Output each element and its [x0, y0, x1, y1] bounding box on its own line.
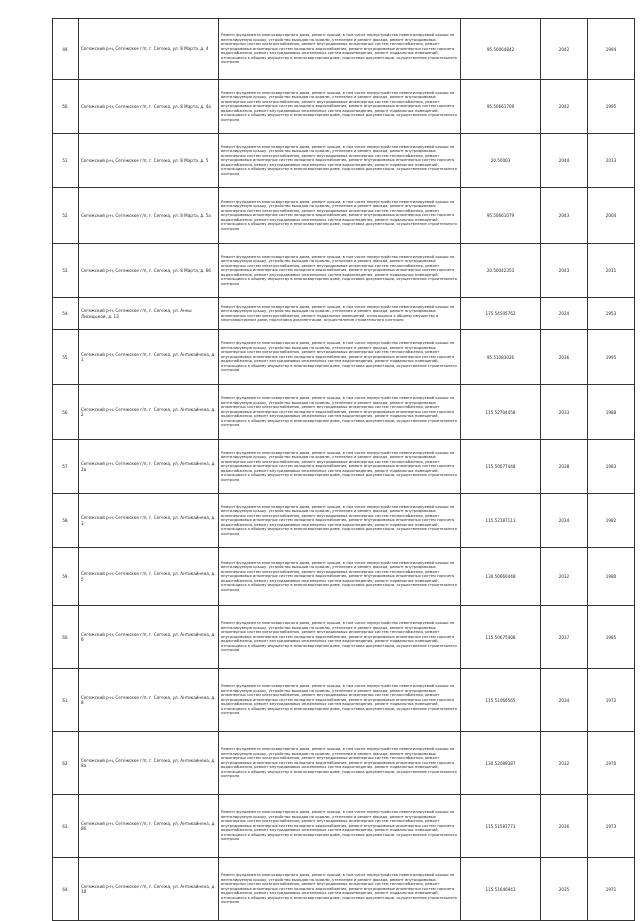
row-works: Ремонт фундамента многоквартирного дома, ремонт крыши, в том числе переустройство невентилируемой крыши на вентилируемую крышу, устройство выходов на кровлю, утепление и ремонт фасада, ремонт внутридомовых инженерных систем электроснабжения, ремонт внутридомовых инженерных систем теплоснабжения, ремонт внутридомовых инженерных систем холодного водоснабжения, ремонт внутридомовых инженерных систем горячего водоснабжения, ремонт внутридомовых инженерных систем водоотведения, ремонт подвальных помещений, относящихся к общему имуществу в многоквартирном доме, подготовка документации, осуществление строительного контроля — [219, 669, 461, 732]
table-row — [53, 494, 635, 548]
row-cost: 95.50661769 — [461, 80, 541, 134]
row-address: Сегежский р-н, Сегежское г/п, г. Сегежа, ул. Антикайнена, д. 10 — [79, 858, 219, 921]
row-cost: 115.52187111 — [461, 494, 541, 548]
row-year-built: 1995 — [588, 80, 635, 134]
row-year-built: 1982 — [588, 494, 635, 548]
row-address: Сегежский р-н, Сегежское г/п, г. Сегежа, ул. Антикайнена, д. 3 — [79, 494, 219, 548]
row-year-plan: 2034 — [541, 494, 588, 548]
row-cost: 95.50064842 — [461, 19, 541, 80]
row-address: Сегежский р-н, Сегежское г/п, г. Сегежа, ул. Антикайнена, д. 5 — [79, 548, 219, 606]
table-row — [53, 330, 635, 385]
row-year-built: 1970 — [588, 732, 635, 795]
row-address: Сегежский р-н, Сегежское г/п, г. Сегежа, ул. Антикайнена, д. 2а — [79, 440, 219, 494]
row-address: Сегежский р-н, Сегежское г/п, г. Сегежа, ул. 8 Марта, д. 6б — [79, 244, 219, 298]
row-year-plan: 2035 — [541, 858, 588, 921]
row-number: 62. — [53, 732, 79, 795]
row-cost: 115.51587771 — [461, 795, 541, 858]
row-address: Сегежский р-н, Сегежское г/п, г. Сегежа, ул. 8 Марта, д. 5 — [79, 134, 219, 188]
row-year-built: 2004 — [588, 188, 635, 244]
row-address: Сегежский р-н, Сегежское г/п, г. Сегежа, ул. Анны Лисицыной, д. 13 — [79, 298, 219, 330]
row-address: Сегежский р-н, Сегежское г/п, г. Сегежа, ул. Антикайнена, д. 8б — [79, 795, 219, 858]
table-row — [53, 134, 635, 188]
row-cost: 115.50077448 — [461, 440, 541, 494]
row-works: Ремонт фундамента многоквартирного дома, ремонт крыши, в том числе переустройство невентилируемой крыши на вентилируемую крышу, устройство выходов на кровлю, утепление и ремонт фасада, ремонт внутридомовых инженерных систем электроснабжения, ремонт внутридомовых инженерных систем теплоснабжения, ремонт внутридомовых инженерных систем холодного водоснабжения, ремонт внутридомовых инженерных систем горячего водоснабжения, ремонт внутридомовых инженерных систем водоотведения, ремонт подвальных помещений, относящихся к общему имуществу в многоквартирном доме, подготовка документации, осуществление строительного контроля — [219, 440, 461, 494]
row-year-built: 1983 — [588, 440, 635, 494]
table-row — [53, 669, 635, 732]
row-works: Ремонт фундамента многоквартирного дома, ремонт крыши, в том числе переустройство невентилируемой крыши на вентилируемую крышу, устройство выходов на кровлю, утепление и ремонт фасада, ремонт внутридомовых инженерных систем электроснабжения, ремонт внутридомовых инженерных систем теплоснабжения, ремонт внутридомовых инженерных систем холодного водоснабжения, ремонт внутридомовых инженерных систем горячего водоснабжения, ремонт внутридомовых инженерных систем водоотведения, ремонт подвальных помещений, относящихся к общему имуществу в многоквартирном доме, подготовка документации, осуществление строительного контроля — [219, 330, 461, 385]
row-works: Ремонт фундамента многоквартирного дома, ремонт крыши, в том числе переустройство невентилируемой крыши на вентилируемую крышу, устройство выходов на кровлю, утепление и ремонт фасада, ремонт внутридомовых инженерных систем электроснабжения, ремонт внутридомовых инженерных систем теплоснабжения, ремонт внутридомовых инженерных систем холодного водоснабжения, ремонт внутридомовых инженерных систем горячего водоснабжения, ремонт внутридомовых инженерных систем водоотведения, ремонт подвальных помещений, относящихся к общему имуществу в многоквартирном доме, подготовка документации, осуществление строительного контроля — [219, 134, 461, 188]
row-year-plan: 2032 — [541, 732, 588, 795]
table-row — [53, 606, 635, 669]
row-address: Сегежский р-н, Сегежское г/п, г. Сегежа, ул. Антикайнена, д. 1 — [79, 330, 219, 385]
register-table-body — [53, 19, 635, 921]
row-year-plan: 2042 — [541, 80, 588, 134]
row-number: 61. — [53, 669, 79, 732]
row-works: Ремонт фундамента многоквартирного дома, ремонт крыши, в том числе переустройство невентилируемой крыши на вентилируемую крышу, устройство выходов на кровлю, утепление и ремонт фасада, ремонт внутридомовых инженерных систем электроснабжения, ремонт внутридомовых инженерных систем теплоснабжения, ремонт внутридомовых инженерных систем холодного водоснабжения, ремонт внутридомовых инженерных систем горячего водоснабжения, ремонт внутридомовых инженерных систем водоотведения, ремонт подвальных помещений, относящихся к общему имуществу в многоквартирном доме, подготовка документации, осуществление строительного контроля — [219, 385, 461, 440]
row-year-built: 1988 — [588, 385, 635, 440]
row-cost: 130.50660448 — [461, 548, 541, 606]
row-cost: 115.51066565 — [461, 669, 541, 732]
row-year-built: 1994 — [588, 19, 635, 80]
row-cost: 115.52704458 — [461, 385, 541, 440]
row-number: 54. — [53, 298, 79, 330]
table-row — [53, 80, 635, 134]
table-row — [53, 440, 635, 494]
row-works: Ремонт фундамента многоквартирного дома, ремонт крыши, в том числе переустройство невентилируемой крыши на вентилируемую крышу, устройство выходов на кровлю, утепление и ремонт фасада, ремонт внутридомовых инженерных систем электроснабжения, ремонт внутридомовых инженерных систем теплоснабжения, ремонт внутридомовых инженерных систем холодного водоснабжения, ремонт внутридомовых инженерных систем горячего водоснабжения, ремонт внутридомовых инженерных систем водоотведения, ремонт подвальных помещений, относящихся к общему имуществу в многоквартирном доме, подготовка документации, осуществление строительного контроля — [219, 244, 461, 298]
row-year-plan: 2043 — [541, 244, 588, 298]
row-address: Сегежский р-н, Сегежское г/п, г. Сегежа, ул. Антикайнена, д. 2 — [79, 385, 219, 440]
row-cost: 115.51646943 — [461, 858, 541, 921]
row-year-plan: 2034 — [541, 669, 588, 732]
row-address: Сегежский р-н, Сегежское г/п, г. Сегежа, ул. 8 Марта, д. 4а — [79, 80, 219, 134]
table-row — [53, 858, 635, 921]
table-row — [53, 548, 635, 606]
row-address: Сегежский р-н, Сегежское г/п, г. Сегежа, ул. Антикайнена, д. 6 — [79, 606, 219, 669]
row-number: 57. — [53, 440, 79, 494]
row-number: 63. — [53, 795, 79, 858]
row-number: 64. — [53, 858, 79, 921]
table-row — [53, 298, 635, 330]
row-works: Ремонт фундамента многоквартирного дома, ремонт крыши, в том числе переустройство невентилируемой крыши на вентилируемую крышу, устройство выходов на кровлю, утепление и ремонт фасада, ремонт внутридомовых инженерных систем электроснабжения, ремонт внутридомовых инженерных систем теплоснабжения, ремонт внутридомовых инженерных систем холодного водоснабжения, ремонт внутридомовых инженерных систем горячего водоснабжения, ремонт внутридомовых инженерных систем водоотведения, ремонт подвальных помещений, относящихся к общему имуществу в многоквартирном доме, подготовка документации, осуществление строительного контроля — [219, 795, 461, 858]
row-year-plan: 2024 — [541, 298, 588, 330]
row-year-built: 1995 — [588, 330, 635, 385]
row-number: 49. — [53, 19, 79, 80]
row-cost: 95.51083026 — [461, 330, 541, 385]
row-address: Сегежский р-н, Сегежское г/п, г. Сегежа, ул. Антикайнена, д. 8а — [79, 732, 219, 795]
table-row — [53, 188, 635, 244]
row-year-plan: 2043 — [541, 188, 588, 244]
row-works: Ремонт фундамента многоквартирного дома, ремонт крыши, в том числе переустройство невентилируемой крыши на вентилируемую крышу, устройство выходов на кровлю, утепление и ремонт фасада, ремонт внутридомовых инженерных систем электроснабжения, ремонт подвальных помещений, относящихся к общему имуществу в многоквартирном доме, подготовка документации, осуществление строительного контроля — [219, 298, 461, 330]
row-number: 60. — [53, 606, 79, 669]
table-row — [53, 795, 635, 858]
row-works: Ремонт фундамента многоквартирного дома, ремонт крыши, в том числе переустройство невентилируемой крыши на вентилируемую крышу, устройство выходов на кровлю, утепление и ремонт фасада, ремонт внутридомовых инженерных систем электроснабжения, ремонт внутридомовых инженерных систем теплоснабжения, ремонт внутридомовых инженерных систем холодного водоснабжения, ремонт внутридомовых инженерных систем горячего водоснабжения, ремонт внутридомовых инженерных систем водоотведения, ремонт подвальных помещений, относящихся к общему имуществу в многоквартирном доме, подготовка документации, осуществление строительного контроля — [219, 858, 461, 921]
register-table — [52, 18, 635, 921]
row-year-built: 2013 — [588, 134, 635, 188]
row-works: Ремонт фундамента многоквартирного дома, ремонт крыши, в том числе переустройство невентилируемой крыши на вентилируемую крышу, устройство выходов на кровлю, утепление и ремонт фасада, ремонт внутридомовых инженерных систем электроснабжения, ремонт внутридомовых инженерных систем теплоснабжения, ремонт внутридомовых инженерных систем холодного водоснабжения, ремонт внутридомовых инженерных систем горячего водоснабжения, ремонт внутридомовых инженерных систем водоотведения, ремонт подвальных помещений, относящихся к общему имуществу в многоквартирном доме, подготовка документации, осуществление строительного контроля — [219, 732, 461, 795]
row-address: Сегежский р-н, Сегежское г/п, г. Сегежа, ул. Антикайнена, д. 8 — [79, 669, 219, 732]
row-year-built: 1971 — [588, 858, 635, 921]
row-works: Ремонт фундамента многоквартирного дома, ремонт крыши, в том числе переустройство невентилируемой крыши на вентилируемую крышу, устройство выходов на кровлю, утепление и ремонт фасада, ремонт внутридомовых инженерных систем электроснабжения, ремонт внутридомовых инженерных систем теплоснабжения, ремонт внутридомовых инженерных систем холодного водоснабжения, ремонт внутридомовых инженерных систем горячего водоснабжения, ремонт внутридомовых инженерных систем водоотведения, ремонт подвальных помещений, относящихся к общему имуществу в многоквартирном доме, подготовка документации, осуществление строительного контроля — [219, 19, 461, 80]
row-year-plan: 2042 — [541, 19, 588, 80]
table-row — [53, 244, 635, 298]
row-year-built: 1972 — [588, 669, 635, 732]
row-year-built: 2011 — [588, 244, 635, 298]
row-year-plan: 2036 — [541, 795, 588, 858]
row-number: 51. — [53, 134, 79, 188]
row-cost: 175.54505762 — [461, 298, 541, 330]
table-row — [53, 385, 635, 440]
row-address: Сегежский р-н, Сегежское г/п, г. Сегежа, ул. 8 Марта, д. 4 — [79, 19, 219, 80]
row-address: Сегежский р-н, Сегежское г/п, г. Сегежа, ул. 8 Марта, д. 5а — [79, 188, 219, 244]
row-number: 53. — [53, 244, 79, 298]
row-cost: 20.50003 — [461, 134, 541, 188]
row-cost: 20.50042353 — [461, 244, 541, 298]
row-works: Ремонт фундамента многоквартирного дома, ремонт крыши, в том числе переустройство невентилируемой крыши на вентилируемую крышу, устройство выходов на кровлю, утепление и ремонт фасада, ремонт внутридомовых инженерных систем электроснабжения, ремонт внутридомовых инженерных систем теплоснабжения, ремонт внутридомовых инженерных систем холодного водоснабжения, ремонт внутридомовых инженерных систем горячего водоснабжения, ремонт внутридомовых инженерных систем водоотведения, ремонт подвальных помещений, относящихся к общему имуществу в многоквартирном доме, подготовка документации, осуществление строительного контроля — [219, 80, 461, 134]
row-year-plan: 2036 — [541, 330, 588, 385]
row-year-plan: 2044 — [541, 134, 588, 188]
row-number: 58. — [53, 494, 79, 548]
row-year-built: 1973 — [588, 795, 635, 858]
table-row — [53, 19, 635, 80]
row-year-plan: 2032 — [541, 548, 588, 606]
row-number: 59. — [53, 548, 79, 606]
row-number: 56. — [53, 385, 79, 440]
row-number: 55. — [53, 330, 79, 385]
row-works: Ремонт фундамента многоквартирного дома, ремонт крыши, в том числе переустройство невентилируемой крыши на вентилируемую крышу, устройство выходов на кровлю, утепление и ремонт фасада, ремонт внутридомовых инженерных систем электроснабжения, ремонт внутридомовых инженерных систем теплоснабжения, ремонт внутридомовых инженерных систем холодного водоснабжения, ремонт внутридомовых инженерных систем горячего водоснабжения, ремонт внутридомовых инженерных систем водоотведения, ремонт подвальных помещений, относящихся к общему имуществу в многоквартирном доме, подготовка документации, осуществление строительного контроля — [219, 188, 461, 244]
row-year-built: 1980 — [588, 548, 635, 606]
row-works: Ремонт фундамента многоквартирного дома, ремонт крыши, в том числе переустройство невентилируемой крыши на вентилируемую крышу, устройство выходов на кровлю, утепление и ремонт фасада, ремонт внутридомовых инженерных систем электроснабжения, ремонт внутридомовых инженерных систем теплоснабжения, ремонт внутридомовых инженерных систем холодного водоснабжения, ремонт внутридомовых инженерных систем горячего водоснабжения, ремонт внутридомовых инженерных систем водоотведения, ремонт подвальных помещений, относящихся к общему имуществу в многоквартирном доме, подготовка документации, осуществление строительного контроля — [219, 548, 461, 606]
row-year-built: 1953 — [588, 298, 635, 330]
row-cost: 95.50661079 — [461, 188, 541, 244]
row-cost: 130.52089387 — [461, 732, 541, 795]
row-works: Ремонт фундамента многоквартирного дома, ремонт крыши, в том числе переустройство невентилируемой крыши на вентилируемую крышу, устройство выходов на кровлю, утепление и ремонт фасада, ремонт внутридомовых инженерных систем электроснабжения, ремонт внутридомовых инженерных систем теплоснабжения, ремонт внутридомовых инженерных систем холодного водоснабжения, ремонт внутридомовых инженерных систем горячего водоснабжения, ремонт внутридомовых инженерных систем водоотведения, ремонт подвальных помещений, относящихся к общему имуществу в многоквартирном доме, подготовка документации, осуществление строительного контроля — [219, 494, 461, 548]
row-works: Ремонт фундамента многоквартирного дома, ремонт крыши, в том числе переустройство невентилируемой крыши на вентилируемую крышу, устройство выходов на кровлю, утепление и ремонт фасада, ремонт внутридомовых инженерных систем электроснабжения, ремонт внутридомовых инженерных систем теплоснабжения, ремонт внутридомовых инженерных систем холодного водоснабжения, ремонт внутридомовых инженерных систем горячего водоснабжения, ремонт внутридомовых инженерных систем водоотведения, ремонт подвальных помещений, относящихся к общему имуществу в многоквартирном доме, подготовка документации, осуществление строительного контроля — [219, 606, 461, 669]
row-year-plan: 2038 — [541, 440, 588, 494]
row-year-plan: 2037 — [541, 606, 588, 669]
row-year-built: 1985 — [588, 606, 635, 669]
row-cost: 115.50675408 — [461, 606, 541, 669]
row-number: 50. — [53, 80, 79, 134]
row-number: 52. — [53, 188, 79, 244]
row-year-plan: 2033 — [541, 385, 588, 440]
table-row — [53, 732, 635, 795]
